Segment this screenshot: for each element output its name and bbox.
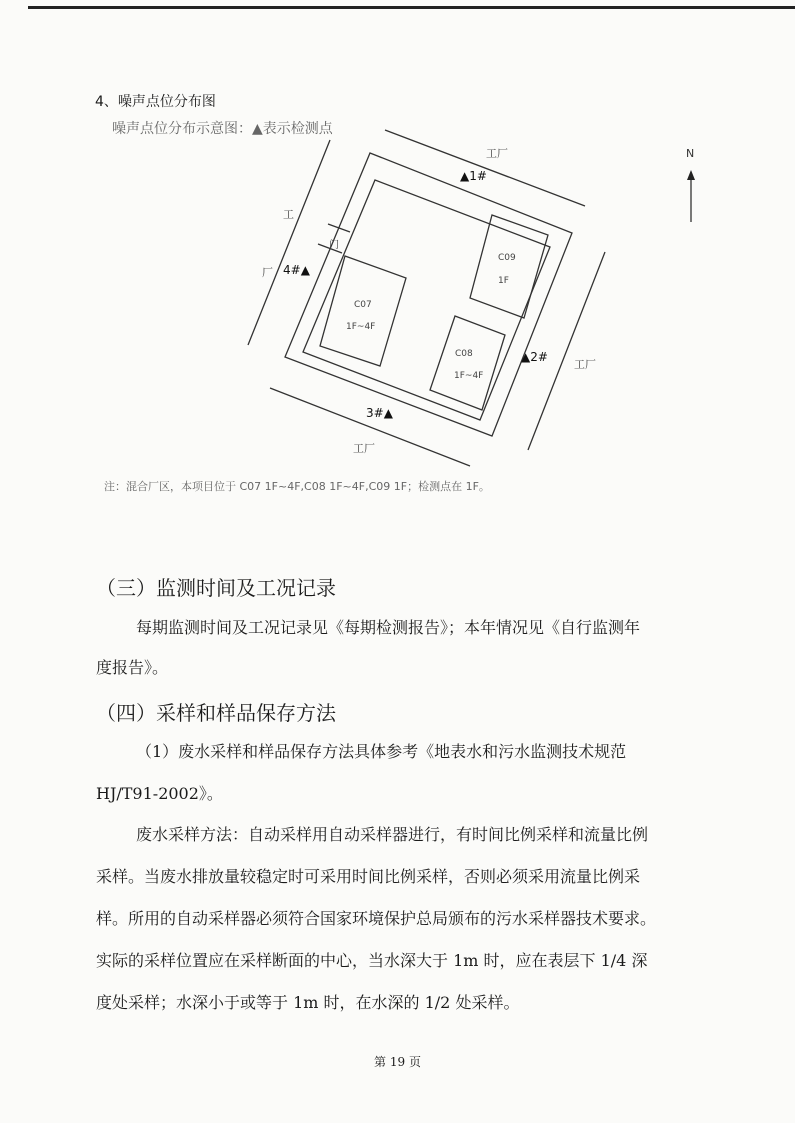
- section-3-line-2: 度报告》。: [96, 658, 169, 677]
- section-4-title: （四）采样和样品保存方法: [96, 701, 336, 725]
- point-4-marker: 4#▲: [283, 263, 310, 277]
- factory-top-label: 工厂: [486, 147, 508, 160]
- section-4-p2-line-4: 实际的采样位置应在采样断面的中心，当水深大于 1m 时，应在表层下 1/4 深: [96, 951, 648, 970]
- site-boundary-outer: [285, 153, 572, 436]
- c08-floors-label: 1F~4F: [454, 371, 484, 381]
- section-4-p2-line-2: 采样。当废水排放量较稳定时可采用时间比例采样，否则必须采用流量比例采: [96, 867, 641, 886]
- c07-name-label: C07: [354, 300, 372, 310]
- point-3-marker: 3#▲: [366, 406, 393, 420]
- c09-floors-label: 1F: [498, 276, 509, 286]
- building-c09: [470, 215, 548, 318]
- road-line-left: [248, 140, 330, 345]
- heading-noise-points: 4、噪声点位分布图: [95, 94, 216, 110]
- road-line-top: [385, 130, 585, 206]
- map-legend: 噪声点位分布示意图：▲表示检测点: [112, 121, 333, 137]
- factory-left-label-1: 工: [283, 208, 294, 221]
- building-c07: [320, 256, 406, 366]
- c09-name-label: C09: [498, 253, 516, 263]
- section-3-line-1: 每期监测时间及工况记录见《每期检测报告》；本年情况见《自行监测年: [136, 618, 641, 637]
- north-label: N: [686, 147, 695, 160]
- factory-bottom-label: 工厂: [353, 442, 375, 455]
- factory-left-label-2: 厂: [262, 266, 273, 279]
- factory-right-label: 工厂: [574, 358, 596, 371]
- c08-name-label: C08: [455, 349, 473, 359]
- section-4-p2-line-3: 样。所用的自动采样器必须符合国家环境保护总局颁布的污水采样器技术要求。: [96, 909, 657, 928]
- north-arrow-icon: [687, 170, 695, 180]
- point-2-marker: ▲2#: [521, 350, 548, 364]
- section-4-p2-line-1: 废水采样方法：自动采样用自动采样器进行，有时间比例采样和流量比例: [136, 825, 649, 844]
- c07-floors-label: 1F~4F: [346, 322, 376, 332]
- gate-label: 门: [329, 240, 339, 251]
- noise-point-map: [0, 0, 795, 520]
- map-note: 注：混合厂区，本项目位于 C07 1F~4F,C08 1F~4F,C09 1F；检测点在 1F。: [104, 480, 490, 493]
- building-c08: [430, 316, 505, 410]
- page-number: 第 19 页: [374, 1055, 421, 1069]
- section-4-p1-line-1: （1）废水采样和样品保存方法具体参考《地表水和污水监测技术规范: [136, 742, 627, 761]
- section-4-p2-line-5: 度处采样；水深小于或等于 1m 时，在水深的 1/2 处采样。: [96, 993, 520, 1012]
- point-1-marker: ▲1#: [460, 169, 487, 183]
- section-3-title: （三）监测时间及工况记录: [96, 576, 336, 600]
- gate-mark-top: [328, 224, 350, 232]
- section-4-p1-line-2: HJ/T91-2002》。: [96, 784, 223, 803]
